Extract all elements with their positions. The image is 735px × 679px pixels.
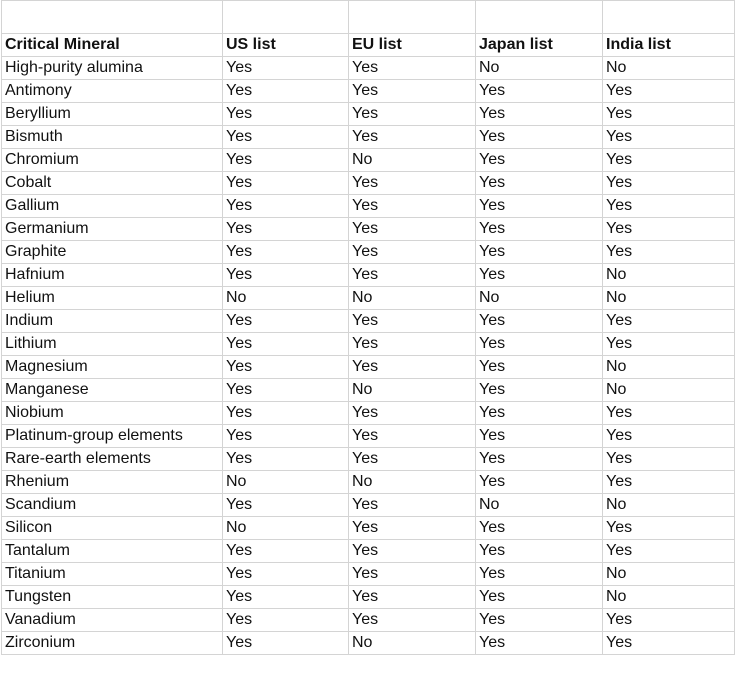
header-cell-japan[interactable]: Japan list — [476, 34, 603, 57]
india-list-cell[interactable]: No — [603, 563, 735, 586]
mineral-cell[interactable]: Beryllium — [2, 103, 223, 126]
us-list-cell[interactable]: Yes — [223, 402, 349, 425]
india-list-cell[interactable]: Yes — [603, 540, 735, 563]
us-list-cell[interactable]: Yes — [223, 425, 349, 448]
mineral-cell[interactable]: Platinum-group elements — [2, 425, 223, 448]
japan-list-cell[interactable]: Yes — [476, 241, 603, 264]
india-list-cell[interactable]: No — [603, 287, 735, 310]
table-row — [2, 609, 735, 632]
eu-list-cell[interactable]: No — [349, 632, 476, 655]
eu-list-cell[interactable]: Yes — [349, 609, 476, 632]
india-list-cell[interactable]: Yes — [603, 218, 735, 241]
table-row — [2, 494, 735, 517]
mineral-cell[interactable]: Antimony — [2, 80, 223, 103]
japan-list-cell[interactable]: Yes — [476, 103, 603, 126]
mineral-cell[interactable]: Chromium — [2, 149, 223, 172]
header-cell-us[interactable]: US list — [223, 34, 349, 57]
us-list-cell[interactable]: Yes — [223, 57, 349, 80]
empty-cell[interactable] — [223, 1, 349, 34]
table-row — [2, 172, 735, 195]
us-list-cell[interactable]: Yes — [223, 632, 349, 655]
japan-list-cell[interactable]: No — [476, 57, 603, 80]
us-list-cell[interactable]: Yes — [223, 126, 349, 149]
india-list-cell[interactable]: Yes — [603, 310, 735, 333]
india-list-cell[interactable]: Yes — [603, 471, 735, 494]
japan-list-cell[interactable]: Yes — [476, 310, 603, 333]
japan-list-cell[interactable]: Yes — [476, 609, 603, 632]
mineral-cell[interactable]: Titanium — [2, 563, 223, 586]
us-list-cell[interactable]: No — [223, 517, 349, 540]
india-list-cell[interactable]: No — [603, 379, 735, 402]
table-row — [2, 586, 735, 609]
eu-list-cell[interactable]: Yes — [349, 333, 476, 356]
eu-list-cell[interactable]: Yes — [349, 172, 476, 195]
us-list-cell[interactable]: Yes — [223, 149, 349, 172]
us-list-cell[interactable]: Yes — [223, 310, 349, 333]
eu-list-cell[interactable]: Yes — [349, 448, 476, 471]
india-list-cell[interactable]: Yes — [603, 609, 735, 632]
eu-list-cell[interactable]: Yes — [349, 402, 476, 425]
mineral-cell[interactable]: Rare-earth elements — [2, 448, 223, 471]
eu-list-cell[interactable]: Yes — [349, 103, 476, 126]
eu-list-cell[interactable]: No — [349, 149, 476, 172]
us-list-cell[interactable]: Yes — [223, 494, 349, 517]
us-list-cell[interactable]: Yes — [223, 563, 349, 586]
mineral-cell[interactable]: Zirconium — [2, 632, 223, 655]
mineral-cell[interactable]: Niobium — [2, 402, 223, 425]
eu-list-cell[interactable]: Yes — [349, 494, 476, 517]
india-list-cell[interactable]: Yes — [603, 195, 735, 218]
eu-list-cell[interactable]: Yes — [349, 241, 476, 264]
mineral-cell[interactable]: Gallium — [2, 195, 223, 218]
india-list-cell[interactable]: Yes — [603, 425, 735, 448]
eu-list-cell[interactable]: Yes — [349, 586, 476, 609]
mineral-cell[interactable]: Germanium — [2, 218, 223, 241]
mineral-cell[interactable]: Manganese — [2, 379, 223, 402]
india-list-cell[interactable]: Yes — [603, 448, 735, 471]
mineral-cell[interactable]: Cobalt — [2, 172, 223, 195]
eu-list-cell[interactable]: Yes — [349, 195, 476, 218]
japan-list-cell[interactable]: Yes — [476, 448, 603, 471]
japan-list-cell[interactable]: Yes — [476, 356, 603, 379]
japan-list-cell[interactable]: Yes — [476, 80, 603, 103]
table-row — [2, 80, 735, 103]
table-row — [2, 218, 735, 241]
eu-list-cell[interactable]: Yes — [349, 356, 476, 379]
us-list-cell[interactable]: Yes — [223, 609, 349, 632]
us-list-cell[interactable]: No — [223, 471, 349, 494]
table-row — [2, 402, 735, 425]
india-list-cell[interactable]: Yes — [603, 333, 735, 356]
india-list-cell[interactable]: Yes — [603, 80, 735, 103]
table-row — [2, 149, 735, 172]
us-list-cell[interactable]: Yes — [223, 103, 349, 126]
us-list-cell[interactable]: Yes — [223, 448, 349, 471]
header-cell-mineral[interactable]: Critical Mineral — [2, 34, 223, 57]
india-list-cell[interactable]: Yes — [603, 241, 735, 264]
japan-list-cell[interactable]: No — [476, 287, 603, 310]
mineral-cell[interactable]: Indium — [2, 310, 223, 333]
us-list-cell[interactable]: Yes — [223, 80, 349, 103]
eu-list-cell[interactable]: Yes — [349, 80, 476, 103]
mineral-cell[interactable]: Hafnium — [2, 264, 223, 287]
empty-cell[interactable] — [349, 1, 476, 34]
japan-list-cell[interactable]: Yes — [476, 195, 603, 218]
japan-list-cell[interactable]: Yes — [476, 126, 603, 149]
japan-list-cell[interactable]: Yes — [476, 586, 603, 609]
mineral-cell[interactable]: Scandium — [2, 494, 223, 517]
eu-list-cell[interactable]: Yes — [349, 310, 476, 333]
japan-list-cell[interactable]: Yes — [476, 632, 603, 655]
japan-list-cell[interactable]: Yes — [476, 425, 603, 448]
eu-list-cell[interactable]: Yes — [349, 540, 476, 563]
eu-list-cell[interactable]: Yes — [349, 218, 476, 241]
eu-list-cell[interactable]: No — [349, 471, 476, 494]
us-list-cell[interactable]: Yes — [223, 540, 349, 563]
table-row — [2, 310, 735, 333]
table-row — [2, 333, 735, 356]
japan-list-cell[interactable]: Yes — [476, 471, 603, 494]
mineral-cell[interactable]: Graphite — [2, 241, 223, 264]
india-list-cell[interactable]: No — [603, 586, 735, 609]
japan-list-cell[interactable]: No — [476, 494, 603, 517]
table-row — [2, 448, 735, 471]
table-row — [2, 195, 735, 218]
table-row — [2, 379, 735, 402]
us-list-cell[interactable]: Yes — [223, 379, 349, 402]
table-row — [2, 126, 735, 149]
japan-list-cell[interactable]: Yes — [476, 264, 603, 287]
india-list-cell[interactable]: Yes — [603, 126, 735, 149]
eu-list-cell[interactable]: Yes — [349, 517, 476, 540]
india-list-cell[interactable]: Yes — [603, 172, 735, 195]
eu-list-cell[interactable]: Yes — [349, 264, 476, 287]
table-row — [2, 57, 735, 80]
us-list-cell[interactable]: Yes — [223, 172, 349, 195]
table-row — [2, 264, 735, 287]
mineral-cell[interactable]: Silicon — [2, 517, 223, 540]
india-list-cell[interactable]: Yes — [603, 517, 735, 540]
table-row — [2, 356, 735, 379]
header-cell-india[interactable]: India list — [603, 34, 735, 57]
mineral-cell[interactable]: Tungsten — [2, 586, 223, 609]
table-row — [2, 241, 735, 264]
table-row — [2, 517, 735, 540]
japan-list-cell[interactable]: Yes — [476, 517, 603, 540]
japan-list-cell[interactable]: Yes — [476, 540, 603, 563]
mineral-cell[interactable]: Tantalum — [2, 540, 223, 563]
table-row — [2, 540, 735, 563]
india-list-cell[interactable]: Yes — [603, 103, 735, 126]
table-row — [2, 103, 735, 126]
us-list-cell[interactable]: Yes — [223, 356, 349, 379]
us-list-cell[interactable]: Yes — [223, 218, 349, 241]
mineral-cell[interactable]: Rhenium — [2, 471, 223, 494]
india-list-cell[interactable]: Yes — [603, 402, 735, 425]
table-row — [2, 287, 735, 310]
japan-list-cell[interactable]: Yes — [476, 563, 603, 586]
us-list-cell[interactable]: Yes — [223, 195, 349, 218]
india-list-cell[interactable]: No — [603, 356, 735, 379]
japan-list-cell[interactable]: Yes — [476, 149, 603, 172]
mineral-cell[interactable]: Magnesium — [2, 356, 223, 379]
empty-row — [2, 1, 735, 34]
japan-list-cell[interactable]: Yes — [476, 172, 603, 195]
japan-list-cell[interactable]: Yes — [476, 379, 603, 402]
eu-list-cell[interactable]: No — [349, 379, 476, 402]
table-row — [2, 632, 735, 655]
india-list-cell[interactable]: Yes — [603, 149, 735, 172]
mineral-cell[interactable]: Lithium — [2, 333, 223, 356]
india-list-cell[interactable]: Yes — [603, 632, 735, 655]
header-cell-eu[interactable]: EU list — [349, 34, 476, 57]
spreadsheet-body — [2, 1, 735, 655]
eu-list-cell[interactable]: Yes — [349, 126, 476, 149]
table-row — [2, 563, 735, 586]
eu-list-cell[interactable]: No — [349, 287, 476, 310]
japan-list-cell[interactable]: Yes — [476, 333, 603, 356]
us-list-cell[interactable]: Yes — [223, 241, 349, 264]
spreadsheet-table — [1, 0, 735, 655]
empty-cell[interactable] — [2, 1, 223, 34]
us-list-cell[interactable]: Yes — [223, 586, 349, 609]
table-row — [2, 471, 735, 494]
us-list-cell[interactable]: No — [223, 287, 349, 310]
mineral-cell[interactable]: Helium — [2, 287, 223, 310]
empty-cell[interactable] — [603, 1, 735, 34]
us-list-cell[interactable]: Yes — [223, 333, 349, 356]
eu-list-cell[interactable]: Yes — [349, 57, 476, 80]
mineral-cell[interactable]: Vanadium — [2, 609, 223, 632]
empty-cell[interactable] — [476, 1, 603, 34]
eu-list-cell[interactable]: Yes — [349, 425, 476, 448]
india-list-cell[interactable]: No — [603, 494, 735, 517]
india-list-cell[interactable]: No — [603, 264, 735, 287]
india-list-cell[interactable]: No — [603, 57, 735, 80]
table-row — [2, 425, 735, 448]
mineral-cell[interactable]: High-purity alumina — [2, 57, 223, 80]
header-row — [2, 34, 735, 57]
japan-list-cell[interactable]: Yes — [476, 218, 603, 241]
eu-list-cell[interactable]: Yes — [349, 563, 476, 586]
japan-list-cell[interactable]: Yes — [476, 402, 603, 425]
mineral-cell[interactable]: Bismuth — [2, 126, 223, 149]
us-list-cell[interactable]: Yes — [223, 264, 349, 287]
